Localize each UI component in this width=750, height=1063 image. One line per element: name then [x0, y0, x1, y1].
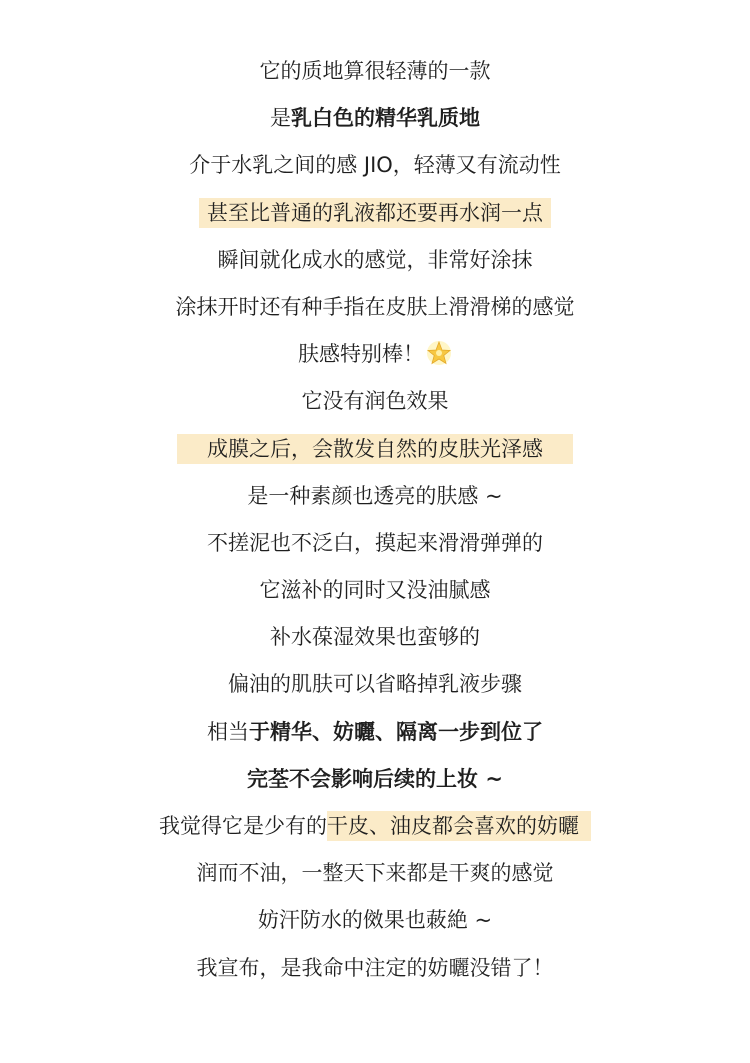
sparkling-star-icon: [426, 340, 452, 366]
article-text-block: [0, 48, 750, 992]
text-line-15-content: [207, 717, 543, 747]
text-line-10: [0, 473, 750, 520]
text-line-1-content: 它的质地算很轻薄的一款: [259, 59, 491, 83]
text-line-19: [0, 897, 750, 944]
text-line-14: [0, 661, 750, 708]
text-line-16-content: 完荃不会影响后续的上妆 ~: [247, 766, 503, 791]
text-line-3: [0, 142, 750, 189]
text-line-7: [0, 331, 750, 378]
text-line-7-content: 肤感特别棒！: [298, 342, 424, 367]
text-line-4-highlighted: 甚至比普通的乳液都还要再水润一点: [199, 198, 551, 228]
text-line-18-content: 润而不油，一整天下来都是干爽的感觉: [196, 861, 554, 886]
text-line-8-content: 它没有润色效果: [301, 389, 449, 414]
text-line-20-content: 我宣布，是我命中注定的妨曬没错了！: [196, 955, 554, 980]
text-line-15: [0, 709, 750, 756]
text-line-2: [0, 95, 750, 142]
text-line-17-plain: 我觉得它是少有的: [159, 814, 327, 838]
text-line-6-content: 涂抹开时还有种手指在皮肤上滑滑梯的感觉: [175, 294, 575, 319]
text-line-2-bold: 乳白色的精华乳质地: [291, 106, 480, 131]
text-line-12: [0, 567, 750, 614]
text-line-1: [0, 48, 750, 95]
text-line-17-content: [159, 811, 591, 841]
text-line-12-content: 它滋补的同时又没油腻感: [259, 578, 491, 603]
text-line-13: [0, 614, 750, 661]
text-line-2-content: [270, 103, 480, 133]
text-line-14-content: 偏油的肌肤可以省略掉乳液步骤: [228, 672, 522, 697]
text-line-3-content: 介于水乳之间的感 JIO，轻薄又有流动性: [189, 153, 561, 178]
text-line-9-highlighted: 成膜之后，会散发自然的皮肤光泽感: [177, 434, 573, 464]
text-line-20: [0, 945, 750, 992]
text-line-16: [0, 756, 750, 803]
text-line-2-prefix: 是: [270, 106, 291, 131]
text-line-5: [0, 237, 750, 284]
text-line-17-highlighted: 干皮、油皮都会喜欢的妨曬: [327, 811, 591, 841]
text-line-4: [0, 190, 750, 237]
text-line-6: [0, 284, 750, 331]
text-line-15-bold: 于精华、妨曬、隔离一步到位了: [249, 719, 543, 744]
text-line-13-content: 补水葆湿效果也蛮够的: [270, 625, 480, 650]
text-line-18: [0, 850, 750, 897]
text-line-19-content: 妨汗防水的傚果也蓛絶 ~: [257, 908, 493, 933]
text-line-8: [0, 378, 750, 425]
text-line-10-content: 是一种素颜也透亮的肤感 ~: [247, 483, 503, 508]
text-line-15-prefix: 相当: [207, 719, 249, 744]
text-line-11-content: 不搓泥也不泛白，摸起来滑滑弹弹的: [207, 530, 543, 555]
text-line-17: [0, 803, 750, 850]
text-line-5-content: 瞬间就化成水的感觉，非常好涂抹: [217, 247, 533, 272]
text-line-9: [0, 426, 750, 473]
text-line-11: [0, 520, 750, 567]
